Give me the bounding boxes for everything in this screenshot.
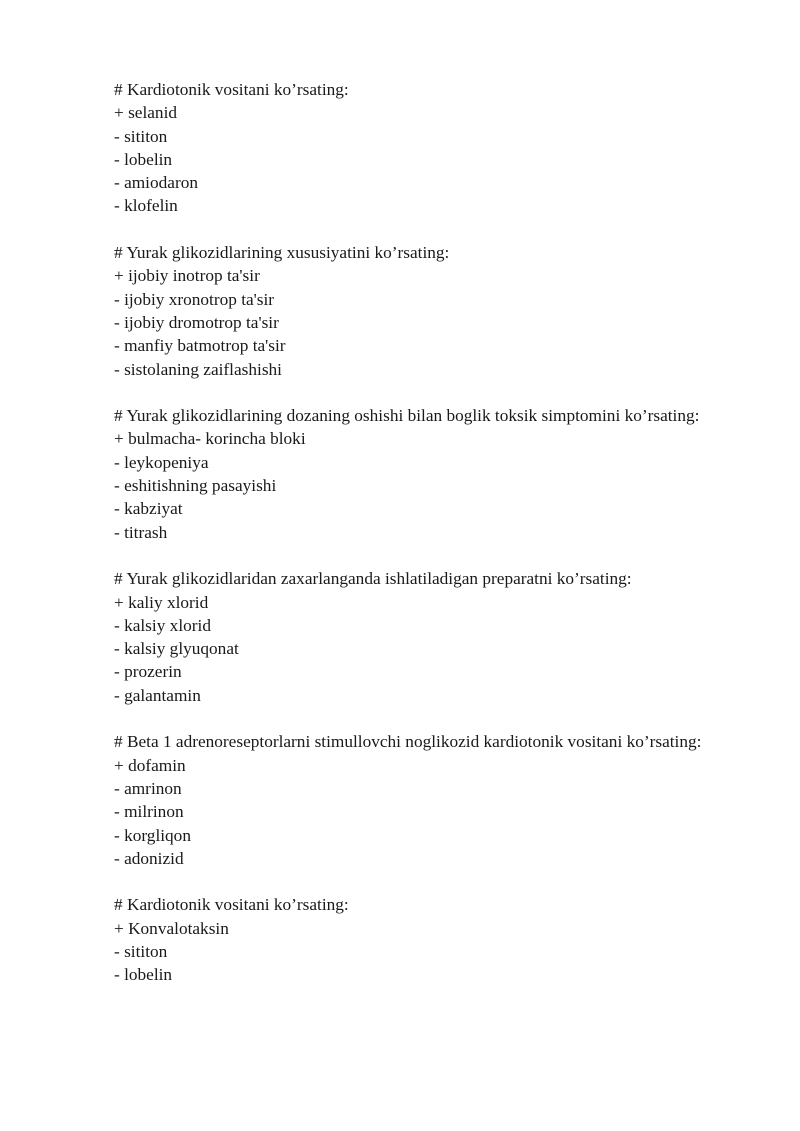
question-block-1 xyxy=(114,78,714,218)
answer-option: - manfiy batmotrop ta'sir xyxy=(114,336,286,356)
answer-correct: + kaliy xlorid xyxy=(114,592,209,612)
answer-correct: + ijobiy inotrop ta'sir xyxy=(114,266,260,286)
answer-correct: + Konvalotaksin xyxy=(114,918,229,938)
question-text: # Yurak glikozidlaridan zaxarlanganda ishlatiladigan preparatni ko’rsating: xyxy=(114,569,632,589)
answer-option: - sititon xyxy=(114,126,168,146)
answer-option: - kabziyat xyxy=(114,499,183,519)
answer-correct: + dofamin xyxy=(114,755,186,775)
answer-option: - titrash xyxy=(114,522,168,542)
question-block-6 xyxy=(114,893,714,986)
answer-option: - sistolaning zaiflashishi xyxy=(114,359,282,379)
question-text: # Yurak glikozidlarining dozaning oshishi bilan boglik toksik simptomini ko’rsating: xyxy=(114,406,700,426)
answer-option: - adonizid xyxy=(114,848,184,868)
question-block-2 xyxy=(114,241,714,381)
question-text: # Beta 1 adrenoreseptorlarni stimullovchi noglikozid kardiotonik vositani ko’rsating: xyxy=(114,732,702,752)
question-block-3 xyxy=(114,404,714,544)
answer-option: - amiodaron xyxy=(114,173,198,193)
answer-option: - ijobiy xronotrop ta'sir xyxy=(114,289,275,309)
question-block-4 xyxy=(114,567,714,707)
question-text: # Kardiotonik vositani ko’rsating: xyxy=(114,895,349,915)
answer-option: - eshitishning pasayishi xyxy=(114,476,277,496)
answer-option: - sititon xyxy=(114,941,168,961)
answer-option: - korgliqon xyxy=(114,825,191,845)
answer-correct: + selanid xyxy=(114,103,178,123)
answer-correct: + bulmacha- korincha bloki xyxy=(114,429,306,449)
answer-option: - klofelin xyxy=(114,196,178,216)
answer-option: - kalsiy xlorid xyxy=(114,615,211,635)
answer-option: - amrinon xyxy=(114,778,182,798)
answer-option: - galantamin xyxy=(114,685,201,705)
question-text: # Yurak glikozidlarining xususiyatini ko’rsating: xyxy=(114,243,450,263)
answer-option: - leykopeniya xyxy=(114,452,209,472)
document-page xyxy=(114,78,714,1010)
answer-option: - prozerin xyxy=(114,662,182,682)
question-block-5 xyxy=(114,730,714,870)
answer-option: - lobelin xyxy=(114,149,173,169)
answer-option: - milrinon xyxy=(114,802,184,822)
question-text: # Kardiotonik vositani ko’rsating: xyxy=(114,80,349,99)
answer-option: - kalsiy glyuqonat xyxy=(114,639,239,659)
answer-option: - lobelin xyxy=(114,965,173,985)
answer-option: - ijobiy dromotrop ta'sir xyxy=(114,312,279,332)
